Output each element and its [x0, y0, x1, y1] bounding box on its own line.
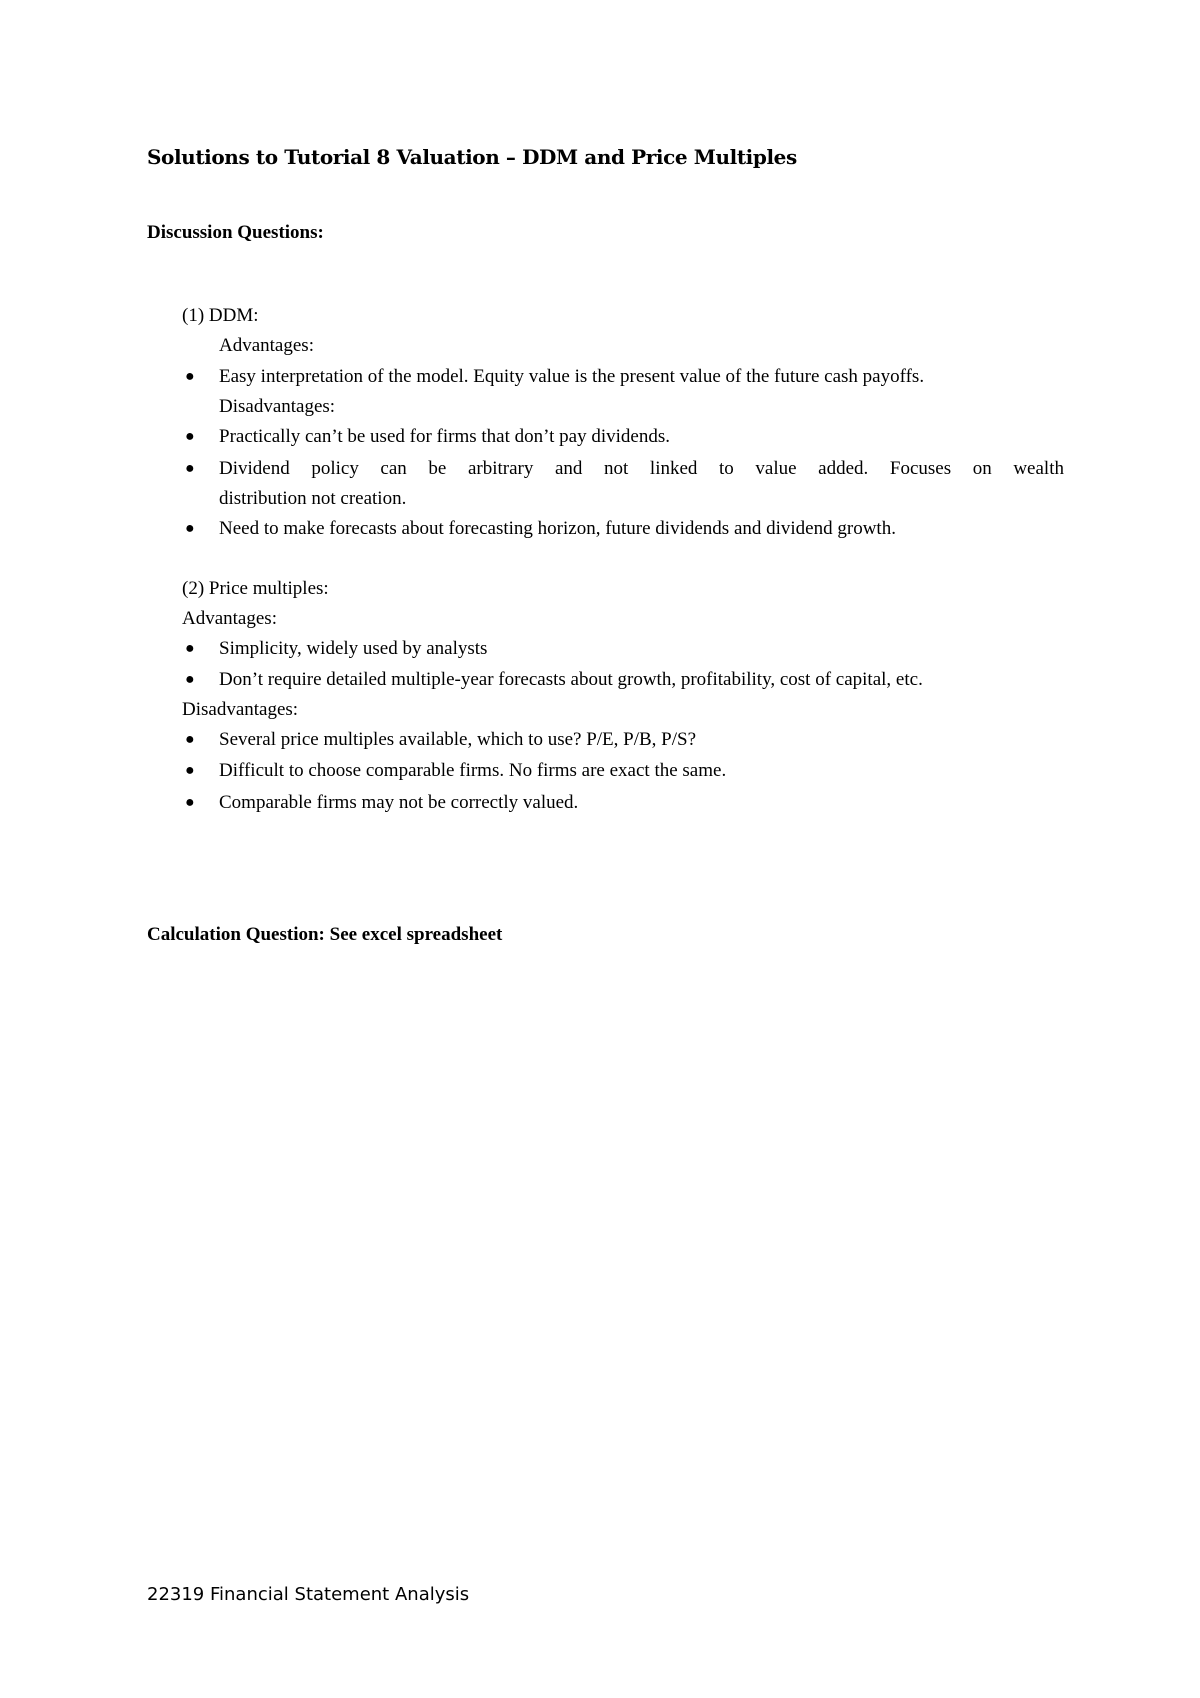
q2-advantage-item: Simplicity, widely used by analysts — [219, 638, 488, 659]
q1-disadvantage-item: Dividend policy can be arbitrary and not linked to value added. Focuses on wealth — [219, 458, 1064, 479]
bullet-icon: ● — [185, 731, 195, 748]
q1-disadvantages-label: Disadvantages: — [219, 396, 336, 417]
bullet-icon: ● — [185, 794, 195, 811]
bullet-icon: ● — [185, 460, 195, 477]
bullet-icon: ● — [185, 368, 195, 385]
q2-disadvantage-item: Difficult to choose comparable firms. No firms are exact the same. — [219, 760, 727, 781]
bullet-icon: ● — [185, 671, 195, 688]
q1-disadvantage-item-continuation: distribution not creation. — [219, 488, 407, 509]
q1-disadvantage-item: Need to make forecasts about forecasting horizon, future dividends and dividend growth. — [219, 518, 896, 539]
q2-disadvantages-label: Disadvantages: — [182, 699, 299, 720]
q2-advantages-label: Advantages: — [182, 608, 277, 629]
bullet-icon: ● — [185, 762, 195, 779]
q2-disadvantage-item: Several price multiples available, which to use? P/E, P/B, P/S? — [219, 729, 697, 750]
discussion-heading: Discussion Questions: — [147, 222, 324, 243]
q2-advantage-item: Don’t require detailed multiple-year forecasts about growth, profitability, cost of capital, etc. — [219, 669, 923, 690]
calculation-heading: Calculation Question: See excel spreadsheet — [147, 924, 503, 945]
bullet-icon: ● — [185, 640, 195, 657]
q1-label: (1) DDM: — [182, 305, 259, 326]
q1-advantage-item: Easy interpretation of the model. Equity value is the present value of the future cash payoffs. — [219, 366, 925, 387]
q1-disadvantage-item: Practically can’t be used for firms that don’t pay dividends. — [219, 426, 670, 447]
q2-disadvantage-item: Comparable firms may not be correctly valued. — [219, 792, 579, 813]
page-footer: 22319 Financial Statement Analysis — [147, 1584, 470, 1605]
bullet-icon: ● — [185, 520, 195, 537]
page-title: Solutions to Tutorial 8 Valuation – DDM and Price Multiples — [147, 145, 797, 169]
q2-label: (2) Price multiples: — [182, 578, 329, 599]
q1-advantages-label: Advantages: — [219, 335, 314, 356]
bullet-icon: ● — [185, 428, 195, 445]
